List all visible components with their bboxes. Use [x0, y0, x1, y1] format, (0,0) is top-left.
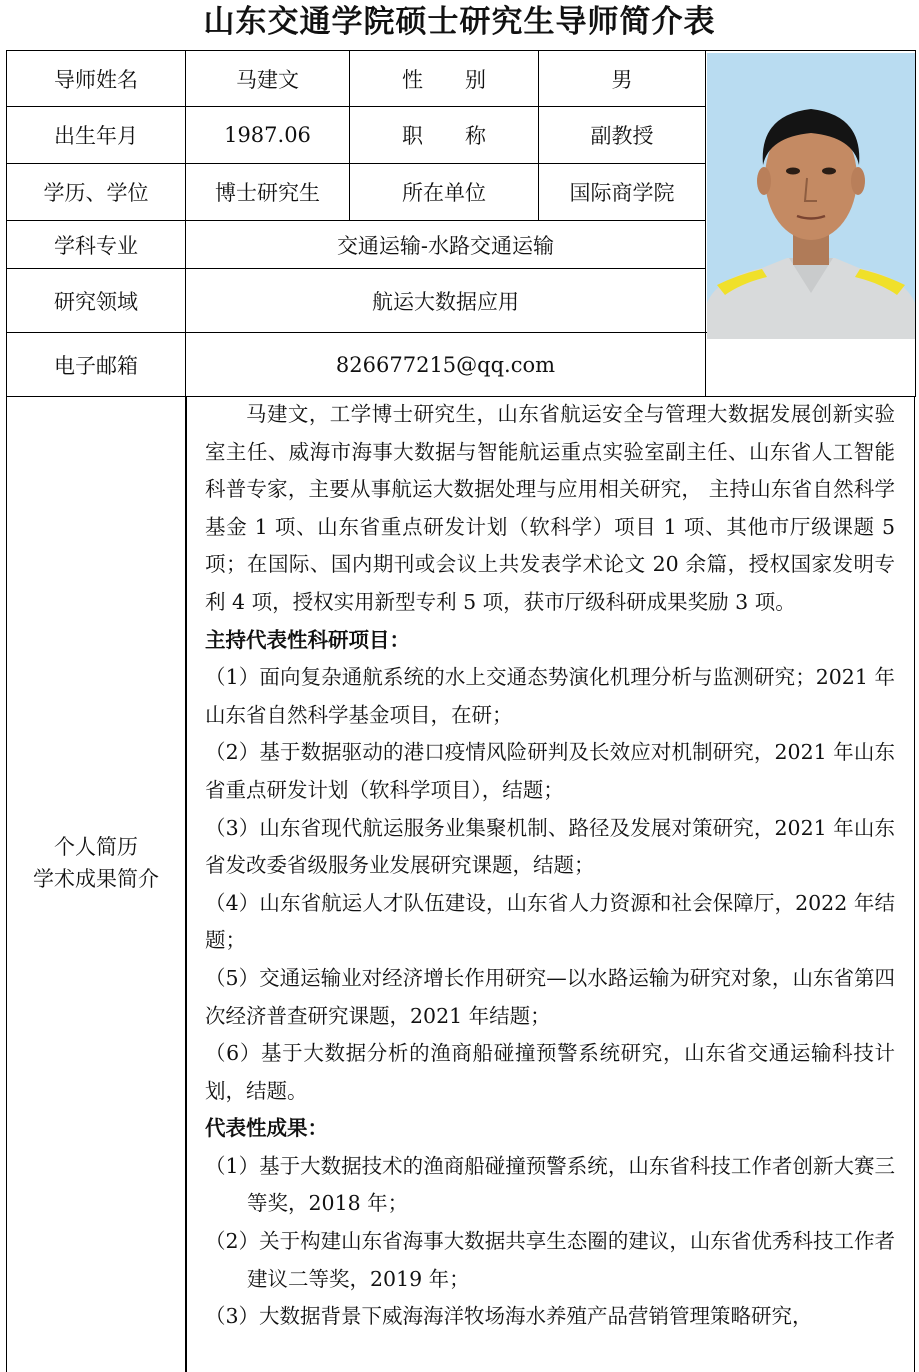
achievement-item: （3）大数据背景下威海海洋牧场海水养殖产品营销管理策略研究， — [205, 1304, 813, 1329]
achievement-item: （1）基于大数据技术的渔商船碰撞预警系统，山东省科技工作者创新大赛三等奖，2018 年； — [205, 1153, 895, 1216]
achievements-heading: 代表性成果： — [205, 1116, 328, 1141]
unit-value: 国际商学院 — [539, 164, 706, 221]
unit-label: 所在单位 — [350, 164, 539, 221]
email-value: 826677215@qq.com — [186, 333, 706, 397]
column-divider — [185, 396, 187, 1372]
gender-label: 性 别 — [350, 51, 539, 107]
project-item: （1）面向复杂通航系统的水上交通态势演化机理分析与监测研究；2021 年山东省自然科学基金项目，在研； — [205, 665, 895, 727]
info-table — [6, 50, 916, 397]
title-value: 副教授 — [539, 107, 706, 164]
birth-value: 1987.06 — [186, 107, 350, 164]
bio-content — [205, 396, 895, 1336]
field-label: 研究领域 — [7, 269, 186, 333]
major-value: 交通运输-水路交通运输 — [186, 221, 706, 269]
bio-intro: 马建文，工学博士研究生，山东省航运安全与管理大数据发展创新实验室主任、威海市海事大数据与智能航运重点实验室副主任、山东省人工智能科普专家，主要从事航运大数据处理与应用相关研究， 主持山东省自然科学基金 1 项、山东省重点研发计划（软科学）项目 1 项、其他市厅级课题 5 项；在国际、国内期刊或会议上共发表学术论文 20 余篇，授权国家发明专利 4 项，授权实用新型专利 5 项，获市厅级科研成果奖励 3 项。 — [205, 402, 895, 614]
bio-label — [7, 831, 185, 895]
birth-label: 出生年月 — [7, 107, 186, 164]
page-title: 山东交通学院硕士研究生导师简介表 — [203, 4, 716, 40]
name-value: 马建文 — [186, 51, 350, 107]
major-label: 学科专业 — [7, 221, 186, 269]
project-item: （6）基于大数据分析的渔商船碰撞预警系统研究，山东省交通运输科技计划，结题。 — [205, 1041, 895, 1103]
bio-label-line2: 学术成果简介 — [33, 867, 159, 891]
project-item: （5）交通运输业对经济增长作用研究—以水路运输为研究对象，山东省第四次经济普查研究课题，2021 年结题； — [205, 965, 895, 1028]
achievement-item: （2）关于构建山东省海事大数据共享生态圈的建议，山东省优秀科技工作者建议二等奖，2019 年； — [205, 1229, 895, 1291]
title-label: 职 称 — [350, 107, 539, 164]
degree-label: 学历、学位 — [7, 164, 186, 221]
projects-heading: 主持代表性科研项目： — [205, 627, 410, 652]
name-label: 导师姓名 — [7, 51, 186, 107]
bio-label-line1: 个人简历 — [54, 835, 138, 859]
degree-value: 博士研究生 — [186, 164, 350, 221]
email-label: 电子邮箱 — [7, 333, 186, 397]
portrait-photo — [707, 53, 915, 339]
bio-section — [6, 396, 915, 1372]
portrait-icon — [707, 53, 915, 339]
project-item: （3）山东省现代航运服务业集聚机制、路径及发展对策研究，2021 年山东省发改委省级服务业发展研究课题，结题； — [205, 815, 895, 878]
photo-empty-cell — [706, 333, 916, 397]
project-item: （4）山东省航运人才队伍建设，山东省人力资源和社会保障厅，2022 年结题； — [205, 890, 895, 953]
photo-cell — [706, 51, 916, 333]
project-item: （2）基于数据驱动的港口疫情风险研判及长效应对机制研究，2021 年山东省重点研发计划（软科学项目），结题； — [205, 740, 895, 802]
gender-value: 男 — [539, 51, 706, 107]
field-value: 航运大数据应用 — [186, 269, 706, 333]
